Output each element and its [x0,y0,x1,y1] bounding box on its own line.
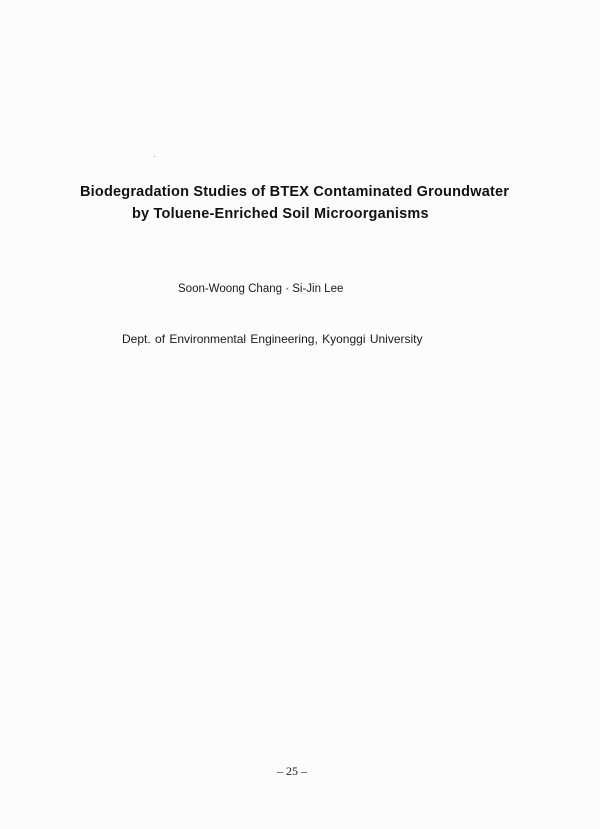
author-affiliation: Dept. of Environmental Engineering, Kyonggi University [122,332,423,346]
scan-speck [154,156,155,157]
page-number: – 25 – [277,764,307,778]
paper-title-line-2: by Toluene-Enriched Soil Microorganisms [132,206,429,222]
paper-title-line-1: Biodegradation Studies of BTEX Contaminated Groundwater [80,184,510,200]
author-list: Soon-Woong Chang · Si-Jin Lee [178,283,344,295]
